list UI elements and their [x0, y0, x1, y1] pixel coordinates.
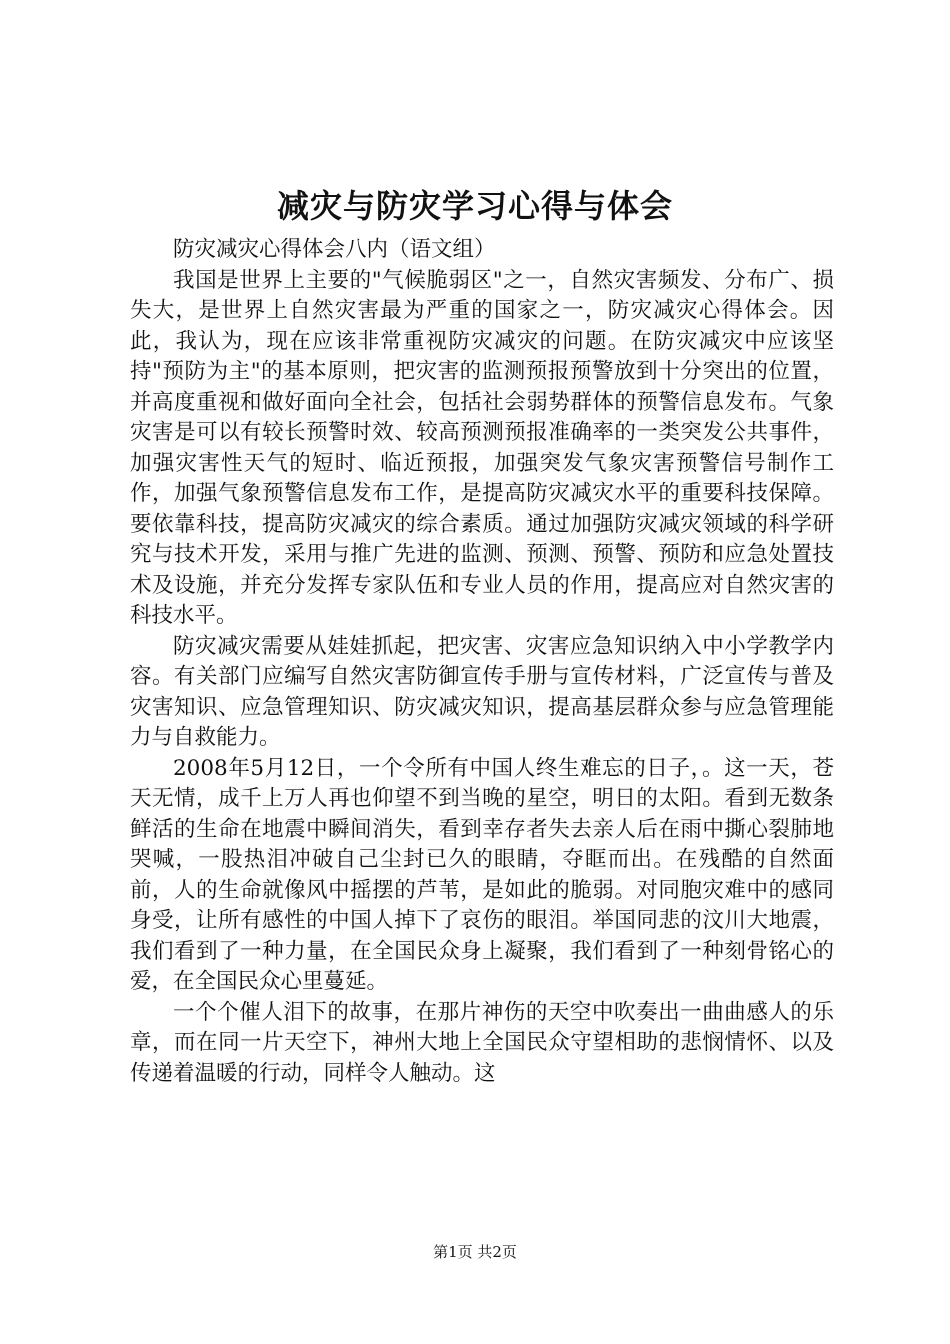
page-number-footer: 第1页 共2页 [433, 1243, 517, 1261]
document-body [130, 235, 834, 1089]
paragraph-3: 2008年5月12日，一个令所有中国人终生难忘的日子，。这一天，苍天无情，成千上万人再也仰望不到当晚的星空，明日的太阳。看到无数条鲜活的生命在地震中瞬间消失，看到幸存者失去亲人后在雨中撕心裂肺地哭喊，一股热泪冲破自己尘封已久的眼睛，夺眶而出。在残酷的自然面前，人的生命就像风中摇摆的芦苇，是如此的脆弱。对同胞灾难中的感同身受，让所有感性的中国人掉下了哀伤的眼泪。举国同悲的汶川大地震，我们看到了一种力量，在全国民众身上凝聚，我们看到了一种刻骨铭心的爱，在全国民众心里蔓延。 [130, 755, 834, 994]
document-subtitle: 防灾减灾心得体会八内（语文组） [173, 237, 496, 262]
paragraph-2: 防灾减灾需要从娃娃抓起，把灾害、灾害应急知识纳入中小学教学内容。有关部门应编写自然灾害防御宣传手册与宣传材料，广泛宣传与普及灾害知识、应急管理知识、防灾减灾知识，提高基层群众参与应急管理能力与自救能力。 [130, 633, 834, 750]
paragraph-4: 一个个催人泪下的故事，在那片神伤的天空中吹奏出一曲曲感人的乐章，而在同一片天空下，神州大地上全国民众守望相助的悲悯情怀、以及传递着温暖的行动，同样令人触动。这 [130, 999, 834, 1086]
document-title: 减灾与防灾学习心得与体会 [276, 187, 673, 225]
paragraph-1: 我国是世界上主要的"气候脆弱区"之一，自然灾害频发、分布广、损失大，是世界上自然灾害最为严重的国家之一，防灾减灾心得体会。因此，我认为，现在应该非常重视防灾减灾的问题。在防灾减灾中应该坚持"预防为主"的基本原则，把灾害的监测预报预警放到十分突出的位置，并高度重视和做好面向全社会，包括社会弱势群体的预警信息发布。气象灾害是可以有较长预警时效、较高预测预报准确率的一类突发公共事件，加强灾害性天气的短时、临近预报，加强突发气象灾害预警信号制作工作，加强气象预警信息发布工作，是提高防灾减灾水平的重要科技保障。要依靠科技，提高防灾减灾的综合素质。通过加强防灾减灾领域的科学研究与技术开发，采用与推广先进的监测、预测、预警、预防和应急处置技术及设施，并充分发挥专家队伍和专业人员的作用，提高应对自然灾害的科技水平。 [130, 267, 834, 628]
